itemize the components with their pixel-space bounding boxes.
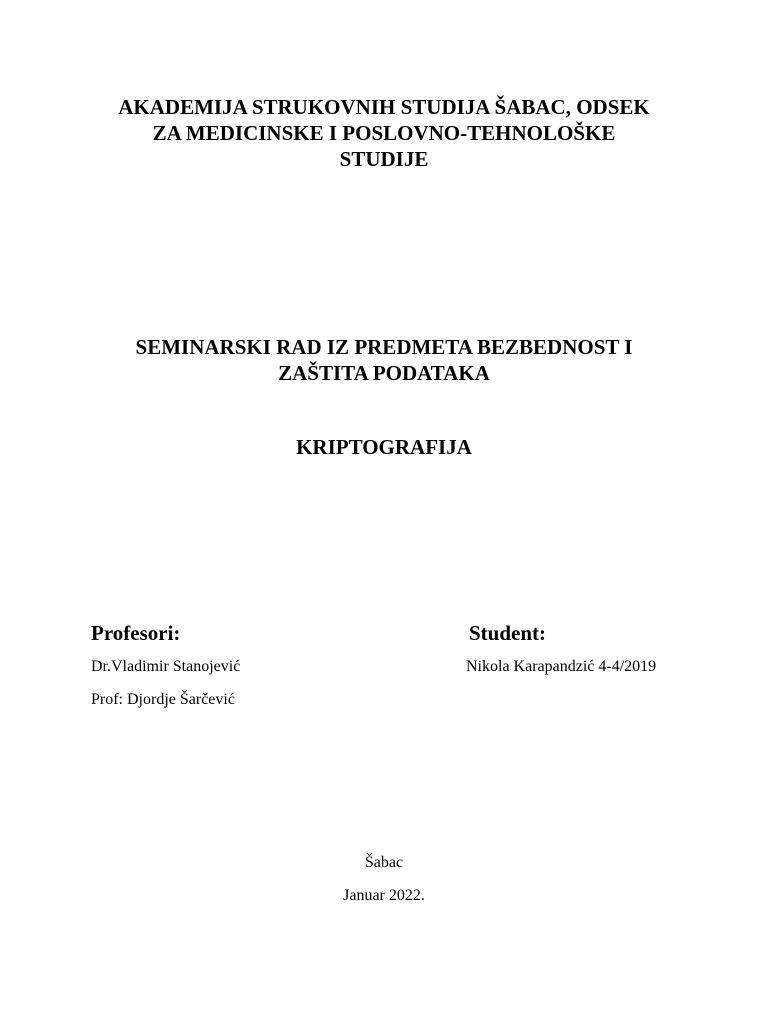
seminar-title-line-2: ZAŠTITA PODATAKA [278, 361, 490, 385]
seminar-title-line-1: SEMINARSKI RAD IZ PREDMETA BEZBEDNOST I [135, 335, 633, 359]
student-heading: Student: [469, 621, 547, 645]
date-label: Januar 2022. [343, 887, 425, 904]
institution-title-line-2: ZA MEDICINSKE I POSLOVNO-TEHNOLOŠKE [152, 121, 616, 145]
institution-title [60, 94, 708, 172]
institution-title-line-1: AKADEMIJA STRUKOVNIH STUDIJA ŠABAC, ODSEK [118, 95, 650, 119]
professors-heading: Profesori: [91, 621, 181, 645]
place-label: Šabac [364, 854, 404, 871]
seminar-title [60, 334, 708, 386]
topic-title: KRIPTOGRAFIJA [296, 435, 472, 459]
student-name: Nikola Karapandzić 4-4/2019 [466, 658, 657, 675]
professor-name-2: Prof: Djordje Šarčević [91, 691, 235, 708]
professor-name-1: Dr.Vladimir Stanojević [91, 658, 241, 675]
institution-title-line-3: STUDIJE [339, 147, 429, 171]
